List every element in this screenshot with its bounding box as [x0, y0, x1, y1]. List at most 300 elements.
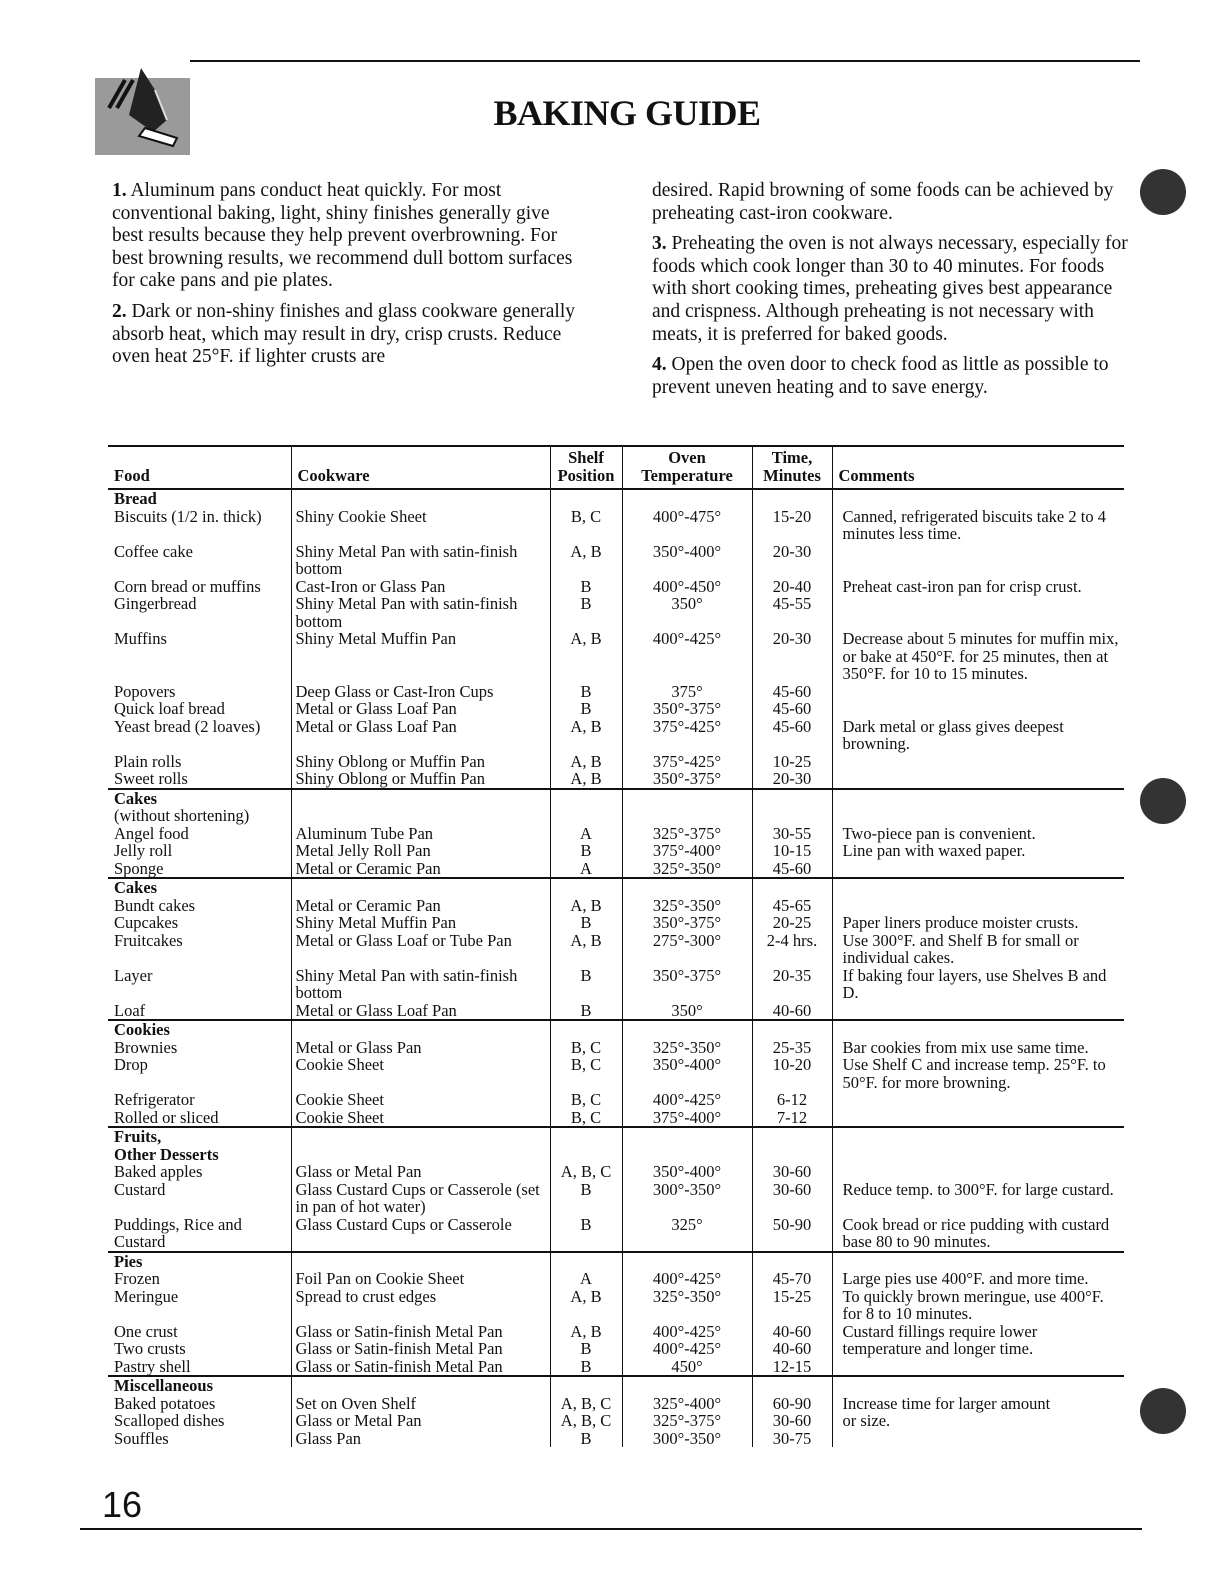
binder-hole-icon [1140, 169, 1186, 215]
cell-cookware: Metal or Glass Loaf Pan [291, 718, 550, 753]
table-row [108, 825, 1124, 843]
cell-shelf: A, B [550, 1323, 622, 1341]
cell-food: Scalloped dishes [114, 1411, 225, 1430]
cell-time: 60-90 [752, 1395, 832, 1413]
cell-food: Baked apples [114, 1162, 203, 1181]
cell-food: Coffee cake [114, 541, 193, 561]
empty-cell [752, 489, 832, 508]
table-row [108, 914, 1124, 932]
cell-temp: 400°-475° [622, 508, 752, 543]
table-section [108, 1376, 1124, 1447]
cell-temp: 325° [622, 1216, 752, 1252]
cell-shelf: A, B [550, 1288, 622, 1323]
empty-cell [291, 1252, 550, 1271]
cell-cookware: Set on Oven Shelf [291, 1395, 550, 1413]
cell-time: 2-4 hrs. [752, 932, 832, 967]
table-row [108, 1412, 1124, 1430]
cell-time: 25-35 [752, 1039, 832, 1057]
cell-cookware: Aluminum Tube Pan [291, 825, 550, 843]
top-rule [95, 60, 1140, 62]
cell-comment: Dark metal or glass gives deepest browning. [832, 718, 1124, 753]
cell-shelf: B, C [550, 1091, 622, 1109]
cell-comment: Preheat cast-iron pan for crisp crust. [832, 578, 1124, 596]
cell-food: Gingerbread [114, 594, 197, 613]
empty-cell [832, 489, 1124, 508]
empty-cell [291, 807, 550, 825]
section-heading-row [108, 1376, 1124, 1395]
intro-right-column [652, 180, 1132, 407]
intro-paragraph-4: 4. Open the oven door to check food as little as possible to prevent uneven heating and to save energy. [652, 354, 1109, 398]
cell-shelf: A [550, 860, 622, 879]
cell-cookware: Shiny Metal Pan with satin-finish bottom [291, 595, 550, 630]
table-row [108, 718, 1124, 753]
cell-temp: 400°-450° [622, 578, 752, 596]
cell-food: Brownies [114, 1037, 178, 1057]
empty-cell [622, 878, 752, 897]
table-row [108, 700, 1124, 718]
table-row [108, 967, 1124, 1002]
cell-shelf: A, B [550, 718, 622, 753]
cell-shelf: B [550, 1002, 622, 1021]
cell-temp: 350°-400° [622, 1056, 752, 1091]
empty-cell [752, 1020, 832, 1039]
cell-food: Layer [114, 965, 153, 985]
cell-food: Bundt cakes [114, 895, 196, 915]
section-heading: Other Desserts [114, 1144, 219, 1164]
table-row [108, 1216, 1124, 1252]
cell-cookware: Metal or Glass Pan [291, 1039, 550, 1057]
cell-comment [832, 1091, 1124, 1109]
binder-hole-icon [1140, 778, 1186, 824]
cell-shelf: A, B [550, 932, 622, 967]
cell-comment: Bar cookies from mix use same time. [832, 1039, 1124, 1057]
cell-comment [832, 683, 1124, 701]
cell-temp: 325°-375° [622, 825, 752, 843]
cell-time: 45-70 [752, 1270, 832, 1288]
cell-food: Souffles [114, 1428, 169, 1448]
cell-food: Baked potatoes [114, 1393, 216, 1413]
cell-temp: 375°-425° [622, 718, 752, 753]
empty-cell [752, 807, 832, 825]
cell-cookware: Glass or Satin-finish Metal Pan [291, 1358, 550, 1377]
table-row [108, 630, 1124, 683]
empty-cell [622, 1376, 752, 1395]
cell-comment: or size. [832, 1412, 1124, 1430]
empty-cell [622, 1127, 752, 1146]
cell-shelf: A [550, 825, 622, 843]
page-title: BAKING GUIDE [493, 93, 761, 133]
section-heading: Cakes [114, 788, 158, 808]
empty-cell [622, 789, 752, 808]
cell-temp: 400°-425° [622, 1091, 752, 1109]
intro-paragraph-1: 1. Aluminum pans conduct heat quickly. For most conventional baking, light, shiny finishes generally give best results because they help prevent overbrowning. For best browning results, we recommend dull bottom surfaces for cake pans and pie plates. [112, 180, 573, 292]
section-heading-row [108, 1127, 1124, 1146]
cell-shelf: A, B, C [550, 1395, 622, 1413]
cell-shelf: A, B [550, 770, 622, 789]
cell-comment [832, 1163, 1124, 1181]
cell-cookware: Metal Jelly Roll Pan [291, 842, 550, 860]
table-section [108, 1020, 1124, 1127]
empty-cell [752, 1376, 832, 1395]
cell-temp: 275°-300° [622, 932, 752, 967]
empty-cell [550, 1252, 622, 1271]
cell-shelf: B [550, 1340, 622, 1358]
section-heading: Miscellaneous [114, 1376, 213, 1395]
page-number: 16 [102, 1484, 143, 1525]
empty-cell [291, 878, 550, 897]
cell-comment: Cook bread or rice pudding with custard base 80 to 90 minutes. [832, 1216, 1124, 1252]
cell-cookware: Metal or Ceramic Pan [291, 860, 550, 879]
cell-shelf: B [550, 1181, 622, 1216]
empty-cell [550, 1127, 622, 1146]
table-section [108, 1127, 1124, 1252]
header-food: Food [108, 446, 291, 489]
cell-temp: 350° [622, 595, 752, 630]
empty-cell [550, 789, 622, 808]
cell-food: Puddings, Rice and Custard [114, 1214, 242, 1251]
empty-cell [622, 1252, 752, 1271]
cell-comment [832, 543, 1124, 578]
cell-comment [832, 897, 1124, 915]
cell-temp: 325°-350° [622, 860, 752, 879]
section-heading: Bread [114, 489, 157, 508]
table-section [108, 878, 1124, 1020]
header-time: Time, Minutes [752, 446, 832, 489]
cell-food: Fruitcakes [114, 930, 183, 950]
cell-comment: Paper liners produce moister crusts. [832, 914, 1124, 932]
cell-comment: Use 300°F. and Shelf B for small or individual cakes. [832, 932, 1124, 967]
header-comments: Comments [832, 446, 1124, 489]
cell-food: Jelly roll [114, 841, 173, 860]
table-row [108, 1270, 1124, 1288]
table-row [108, 508, 1124, 543]
cell-temp: 350° [622, 1002, 752, 1021]
table-row [108, 1340, 1124, 1358]
table-row [108, 1358, 1124, 1377]
cell-comment: To quickly brown meringue, use 400°F. for 8 to 10 minutes. [832, 1288, 1124, 1323]
cell-food: Corn bread or muffins [114, 576, 261, 596]
cell-cookware: Shiny Oblong or Muffin Pan [291, 770, 550, 789]
cell-temp: 325°-400° [622, 1395, 752, 1413]
table-row [108, 932, 1124, 967]
cell-cookware: Glass or Metal Pan [291, 1163, 550, 1181]
cell-temp: 375°-400° [622, 1109, 752, 1128]
table-row [108, 543, 1124, 578]
empty-cell [291, 1376, 550, 1395]
cell-time: 40-60 [752, 1323, 832, 1341]
cell-shelf: A, B [550, 543, 622, 578]
cell-temp: 400°-425° [622, 1323, 752, 1341]
cell-time: 30-60 [752, 1163, 832, 1181]
cell-cookware: Shiny Metal Pan with satin-finish bottom [291, 543, 550, 578]
cell-shelf: B [550, 1358, 622, 1377]
cell-time: 6-12 [752, 1091, 832, 1109]
intro-paragraph-2: 2. Dark or non-shiny finishes and glass cookware generally absorb heat, which may result in dry, crisp crusts. Reduce oven heat 25°F. if lighter crusts are [112, 300, 576, 368]
cell-time: 40-60 [752, 1340, 832, 1358]
cell-comment [832, 770, 1124, 789]
cell-food: Angel food [114, 823, 189, 843]
cell-shelf: B, C [550, 1039, 622, 1057]
cell-temp: 325°-350° [622, 1288, 752, 1323]
cell-shelf: B, C [550, 1109, 622, 1128]
cell-shelf: B [550, 595, 622, 630]
cell-time: 50-90 [752, 1216, 832, 1252]
cell-temp: 300°-350° [622, 1430, 752, 1448]
cell-cookware: Cookie Sheet [291, 1056, 550, 1091]
cell-comment: Decrease about 5 minutes for muffin mix, or bake at 450°F. for 25 minutes, then at 350°F. for 10 to 15 minutes. [832, 630, 1124, 683]
cell-time: 7-12 [752, 1109, 832, 1128]
cell-time: 45-60 [752, 860, 832, 879]
intro-paragraph-3: 3. Preheating the oven is not always necessary, especially for foods which cook longer than 30 to 40 minutes. For foods with short cooking times, preheating gives best appearance and crispness. Although preheating is not necessary with meats, it is preferred for baked goods. [652, 233, 1128, 345]
empty-cell [832, 1020, 1124, 1039]
header-cookware: Cookware [291, 446, 550, 489]
table-row [108, 1323, 1124, 1341]
cell-temp: 400°-425° [622, 1340, 752, 1358]
empty-cell [622, 1020, 752, 1039]
cell-time: 12-15 [752, 1358, 832, 1377]
cell-shelf: A, B [550, 630, 622, 683]
empty-cell [291, 789, 550, 808]
cell-cookware: Glass or Metal Pan [291, 1412, 550, 1430]
cell-time: 20-35 [752, 967, 832, 1002]
empty-cell [832, 789, 1124, 808]
table-row [108, 1288, 1124, 1323]
cell-time: 20-30 [752, 543, 832, 578]
cell-food: Rolled or sliced [114, 1107, 219, 1127]
empty-cell [291, 1146, 550, 1164]
empty-cell [291, 1127, 550, 1146]
cell-time: 20-40 [752, 578, 832, 596]
empty-cell [550, 489, 622, 508]
cell-time: 20-30 [752, 770, 832, 789]
cell-cookware: Shiny Metal Muffin Pan [291, 914, 550, 932]
cell-temp: 375°-425° [622, 753, 752, 771]
cell-cookware: Metal or Glass Loaf Pan [291, 1002, 550, 1021]
empty-cell [752, 1127, 832, 1146]
cell-food: Quick loaf bread [114, 699, 225, 718]
empty-cell [832, 1252, 1124, 1271]
cell-cookware: Metal or Glass Loaf Pan [291, 700, 550, 718]
cell-food: Plain rolls [114, 751, 182, 771]
cell-time: 45-60 [752, 700, 832, 718]
baking-guide-table [108, 445, 1124, 1447]
cell-shelf: A, B [550, 897, 622, 915]
cell-shelf: B [550, 700, 622, 718]
table-row [108, 897, 1124, 915]
cell-time: 20-30 [752, 630, 832, 683]
cell-temp: 350°-375° [622, 914, 752, 932]
table-section [108, 489, 1124, 789]
cell-shelf: A, B [550, 753, 622, 771]
cell-shelf: A [550, 1270, 622, 1288]
cell-cookware: Shiny Cookie Sheet [291, 508, 550, 543]
cell-shelf: B [550, 967, 622, 1002]
cell-food: Biscuits (1/2 in. thick) [114, 506, 262, 526]
empty-cell [832, 1127, 1124, 1146]
cell-food: Yeast bread (2 loaves) [114, 716, 261, 736]
cell-temp: 350°-375° [622, 770, 752, 789]
cell-temp: 400°-425° [622, 630, 752, 683]
cell-time: 30-60 [752, 1412, 832, 1430]
cell-temp: 325°-375° [622, 1412, 752, 1430]
cell-shelf: B [550, 578, 622, 596]
table-row [108, 595, 1124, 630]
section-heading: Fruits, [114, 1127, 162, 1146]
table-row [108, 1002, 1124, 1021]
cell-time: 30-55 [752, 825, 832, 843]
cell-cookware: Cookie Sheet [291, 1109, 550, 1128]
cell-shelf: A, B, C [550, 1412, 622, 1430]
table-section [108, 1252, 1124, 1377]
empty-cell [550, 1020, 622, 1039]
cell-time: 45-65 [752, 897, 832, 915]
table-row [108, 1430, 1124, 1448]
empty-cell [832, 807, 1124, 825]
cell-shelf: B [550, 683, 622, 701]
empty-cell [832, 878, 1124, 897]
empty-cell [291, 489, 550, 508]
cell-temp: 300°-350° [622, 1181, 752, 1216]
cell-cookware: Glass or Satin-finish Metal Pan [291, 1340, 550, 1358]
cell-cookware: Metal or Glass Loaf or Tube Pan [291, 932, 550, 967]
cell-food: Two crusts [114, 1339, 186, 1358]
empty-cell [832, 1376, 1124, 1395]
cell-temp: 350°-375° [622, 700, 752, 718]
cell-comment [832, 1109, 1124, 1128]
table-header-row [108, 446, 1124, 489]
empty-cell [622, 807, 752, 825]
cell-time: 40-60 [752, 1002, 832, 1021]
cell-time: 10-25 [752, 753, 832, 771]
cell-time: 10-20 [752, 1056, 832, 1091]
cell-temp: 450° [622, 1358, 752, 1377]
bottom-rule [80, 1528, 1142, 1530]
cell-food: Sponge [114, 858, 164, 878]
cell-temp: 400°-425° [622, 1270, 752, 1288]
cell-temp: 350°-400° [622, 1163, 752, 1181]
cell-shelf: B [550, 842, 622, 860]
section-heading: Pies [114, 1251, 143, 1271]
cell-temp: 350°-400° [622, 543, 752, 578]
cell-time: 20-25 [752, 914, 832, 932]
empty-cell [752, 1146, 832, 1164]
cell-food: Refrigerator [114, 1090, 195, 1109]
cell-time: 10-15 [752, 842, 832, 860]
cell-cookware: Glass Custard Cups or Casserole (set in pan of hot water) [291, 1181, 550, 1216]
table-row [108, 1039, 1124, 1057]
cell-comment: Reduce temp. to 300°F. for large custard. [832, 1181, 1124, 1216]
cell-food: Cupcakes [114, 913, 179, 932]
section-heading: (without shortening) [114, 806, 250, 825]
table-row [108, 683, 1124, 701]
empty-cell [550, 1376, 622, 1395]
cell-time: 30-75 [752, 1430, 832, 1448]
section-heading-row [108, 489, 1124, 508]
table-row [108, 1395, 1124, 1413]
cell-cookware: Cookie Sheet [291, 1091, 550, 1109]
empty-cell [752, 1252, 832, 1271]
cell-cookware: Foil Pan on Cookie Sheet [291, 1270, 550, 1288]
cell-time: 15-25 [752, 1288, 832, 1323]
table-row [108, 1109, 1124, 1128]
table-section [108, 789, 1124, 879]
cell-shelf: B [550, 1430, 622, 1448]
cell-comment [832, 860, 1124, 879]
empty-cell [622, 489, 752, 508]
cell-food: Popovers [114, 681, 176, 701]
empty-cell [291, 1020, 550, 1039]
cell-food: Pastry shell [114, 1356, 191, 1376]
cell-comment: temperature and longer time. [832, 1340, 1124, 1358]
empty-cell [550, 878, 622, 897]
cell-food: Frozen [114, 1269, 160, 1288]
cell-cookware: Spread to crust edges [291, 1288, 550, 1323]
cell-comment: Use Shelf C and increase temp. 25°F. to 50°F. for more browning. [832, 1056, 1124, 1091]
cell-temp: 350°-375° [622, 967, 752, 1002]
cell-comment [832, 1358, 1124, 1377]
cell-cookware: Shiny Oblong or Muffin Pan [291, 753, 550, 771]
cell-comment [832, 1430, 1124, 1448]
section-heading: Cookies [114, 1020, 170, 1039]
cell-food: One crust [114, 1321, 178, 1341]
intro-paragraph-2-cont: desired. Rapid browning of some foods can be achieved by preheating cast-iron cookware. [652, 180, 1114, 224]
cell-food: Custard [114, 1179, 166, 1199]
cell-time: 15-20 [752, 508, 832, 543]
cell-cookware: Shiny Metal Muffin Pan [291, 630, 550, 683]
cell-cookware: Deep Glass or Cast-Iron Cups [291, 683, 550, 701]
cell-shelf: B, C [550, 508, 622, 543]
table-row [108, 842, 1124, 860]
cell-comment: Large pies use 400°F. and more time. [832, 1270, 1124, 1288]
cell-shelf: B [550, 914, 622, 932]
cell-food: Muffins [114, 629, 167, 648]
table-row [108, 753, 1124, 771]
empty-cell [550, 807, 622, 825]
empty-cell [752, 789, 832, 808]
cell-shelf: B, C [550, 1056, 622, 1091]
cell-temp: 325°-350° [622, 1039, 752, 1057]
cell-cookware: Glass Custard Cups or Casserole [291, 1216, 550, 1252]
empty-cell [752, 878, 832, 897]
cell-comment [832, 1002, 1124, 1021]
cell-comment: Line pan with waxed paper. [832, 842, 1124, 860]
cell-cookware: Glass or Satin-finish Metal Pan [291, 1323, 550, 1341]
cell-shelf: A, B, C [550, 1163, 622, 1181]
cell-temp: 325°-350° [622, 897, 752, 915]
intro-left-column [112, 180, 582, 377]
cell-comment: Increase time for larger amount [832, 1395, 1124, 1413]
table-row [108, 578, 1124, 596]
cell-food: Sweet rolls [114, 769, 188, 788]
cell-food: Drop [114, 1055, 148, 1074]
cell-cookware: Metal or Ceramic Pan [291, 897, 550, 915]
empty-cell [550, 1146, 622, 1164]
table-row [108, 1163, 1124, 1181]
cell-cookware: Shiny Metal Pan with satin-finish bottom [291, 967, 550, 1002]
table-row [108, 770, 1124, 789]
section-heading-row [108, 789, 1124, 808]
cell-comment [832, 595, 1124, 630]
cell-food: Loaf [114, 1000, 146, 1020]
cell-time: 45-60 [752, 683, 832, 701]
cell-comment: Custard fillings require lower [832, 1323, 1124, 1341]
cell-comment [832, 700, 1124, 718]
cell-comment: Two-piece pan is convenient. [832, 825, 1124, 843]
header-temperature: Oven Temperature [622, 446, 752, 489]
table-row [108, 1181, 1124, 1216]
section-heading-row [108, 1020, 1124, 1039]
section-heading-row [108, 1146, 1124, 1164]
